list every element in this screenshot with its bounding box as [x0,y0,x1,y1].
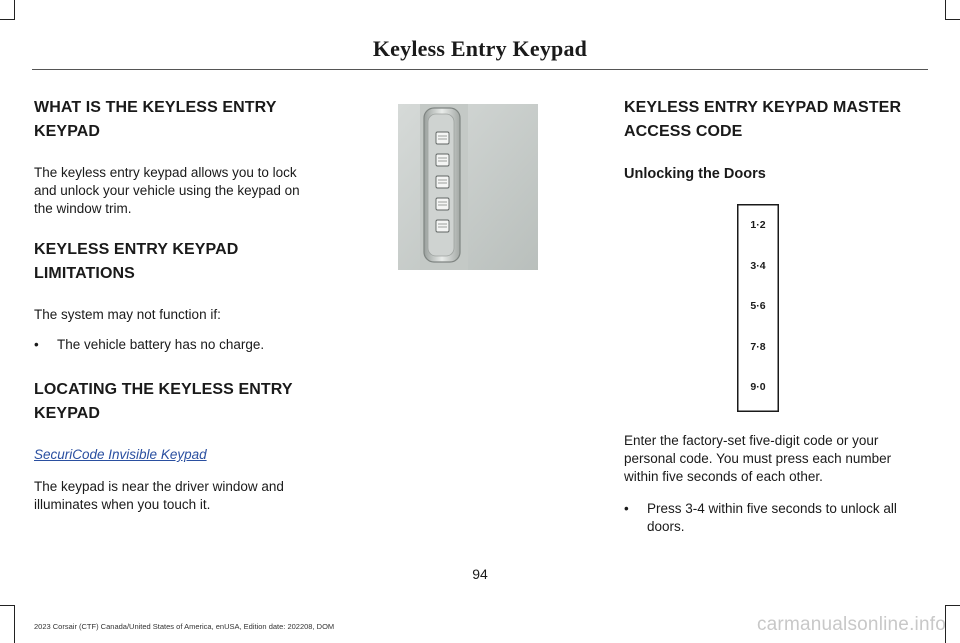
header-rule [32,69,928,70]
watermark: carmanualsonline.info [756,614,946,635]
crop-mark-bottom-left-v [14,605,15,643]
crop-mark-bottom-right-h [945,605,960,606]
bullet-text: Press 3-4 within five seconds to unlock all doors. [647,501,897,534]
crop-mark-top-left-v [14,0,15,20]
right-column-lower [624,432,904,560]
bullet-glyph: • [624,501,629,516]
right-column [624,96,904,202]
keypad-label-3-4: 3·4 [750,260,766,272]
bullet-text: The vehicle battery has no charge. [57,337,265,352]
door-keypad-illustration [398,104,538,270]
crop-mark-top-left-h [0,19,15,20]
list-item [34,336,314,354]
page-number: 94 [472,566,488,582]
bullet-glyph: • [34,337,39,352]
section-body-locating: The keypad is near the driver window and illuminates when you touch it. [34,479,284,512]
section-title-master-code: KEYLESS ENTRY KEYPAD MASTER ACCESS CODE [624,99,902,140]
section-title-limitations: KEYLESS ENTRY KEYPAD LIMITATIONS [34,241,239,282]
securicode-link[interactable]: SecuriCode Invisible Keypad [34,447,207,462]
keypad-code-diagram [737,204,779,412]
crop-mark-top-right-v [945,0,946,20]
section-body-master-code: Enter the factory-set five-digit code or your personal code. You must press each number within five seconds of each other. [624,433,892,484]
crop-mark-bottom-left-h [0,605,15,606]
keypad-label-7-8: 7·8 [750,341,766,353]
cross-reference [34,446,314,464]
unlock-bullet-list [624,500,904,536]
page-header-title: Keyless Entry Keypad [372,36,588,61]
section-title-what-is: WHAT IS THE KEYLESS ENTRY KEYPAD [34,99,277,140]
limitations-bullet-list [34,336,314,354]
keypad-label-1-2: 1·2 [750,219,766,231]
crop-mark-top-right-h [945,19,960,20]
keypad-label-9-0: 9·0 [750,381,766,393]
section-body-limitations: The system may not function if: [34,307,221,322]
subsection-title-unlocking: Unlocking the Doors [624,166,766,182]
section-title-locating: LOCATING THE KEYLESS ENTRY KEYPAD [34,381,293,422]
list-item [624,500,904,536]
keypad-label-5-6: 5·6 [750,300,766,312]
left-column [34,96,314,534]
edition-footer: 2023 Corsair (CTF) Canada/United States of America, enUSA, Edition date: 202208, DOM [34,622,335,631]
section-body-what-is: The keyless entry keypad allows you to lock and unlock your vehicle using the keypad on the window trim. [34,165,300,216]
